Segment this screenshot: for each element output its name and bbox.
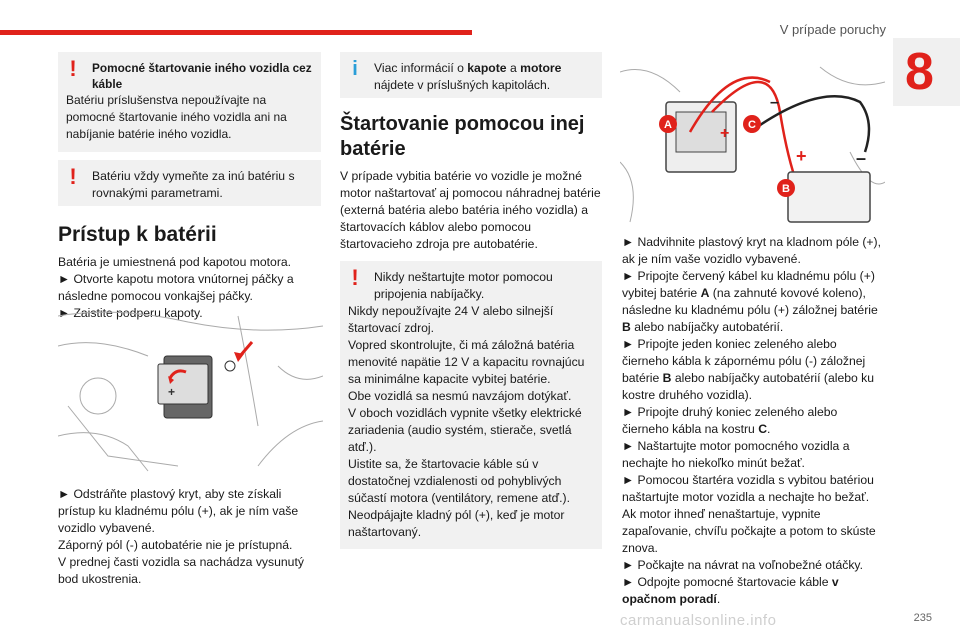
svg-text:+: + <box>168 385 176 399</box>
warning-icon: ! <box>351 265 359 290</box>
backup-battery-icon <box>788 172 870 222</box>
warning-line: Obe vozidlá sa nesmú navzájom dotýkať. <box>348 389 572 403</box>
label-c: C <box>748 119 756 131</box>
warning-line: Nikdy nepoužívajte 24 V alebo silnejší štartovací zdroj. <box>348 304 554 335</box>
page-number: 235 <box>913 612 932 624</box>
section-heading-battery-access: Prístup k batérii <box>58 223 217 246</box>
warning-box-jumpstart <box>58 52 321 152</box>
svg-text:–: – <box>770 94 779 111</box>
column-2 <box>340 52 602 549</box>
top-accent-bar <box>0 30 472 35</box>
column-1-bottom <box>58 486 321 588</box>
step-start-vehicle: ► Pomocou štartéra vozidla s vybitou batériou naštartujte motor vozidla a nechajte ho bežať. <box>622 473 874 504</box>
warning-line: Neodpájajte kladný pól (+), keď je motor naštartovaný. <box>348 508 565 539</box>
warning-box-jumpstart-rules <box>340 261 602 549</box>
step-ground: ► Pripojte druhý koniec zeleného alebo čierneho kábla na kostru C. <box>622 405 838 436</box>
remove-cover-step: ► Odstráňte plastový kryt, aby ste získali prístup ku kladnému pólu (+), ak je ním vaše vozidlo vybavené. <box>58 487 299 535</box>
svg-text:+: + <box>720 125 730 142</box>
step-retry: Ak motor ihneď nenaštartuje, vypnite zapaľovanie, chvíľu počkajte a potom to skúste znova. <box>622 507 876 555</box>
warning-box-replace <box>58 160 321 206</box>
svg-text:–: – <box>856 148 867 168</box>
jumpstart-intro: V prípade vybitia batérie vo vozidle je možné motor naštartovať aj pomocou náhradnej batérie (externá batéria alebo batéria iného vozidla) a štartovacích káblov alebo pomocou štartovacieho zdroja pre autobatérie. <box>340 169 601 251</box>
battery-access-figure <box>58 306 323 476</box>
step-lift-cover: ► Nadvihnite plastový kryt na kladnom póle (+), ak je ním vaše vozidlo vybavené. <box>622 235 881 266</box>
warning-title: Pomocné štartovanie iného vozidla cez káble <box>92 61 312 91</box>
ground-point-note: V prednej časti vozidla sa nachádza vysunutý bod ukostrenia. <box>58 555 304 586</box>
svg-text:+: + <box>796 146 807 166</box>
warning-line: Vopred skontrolujte, či má záložná batéria menovité napätie 12 V a kapacitu rovnajúcu sa minimálne kapacite vybitej batérie. <box>348 338 585 386</box>
warning-icon: ! <box>69 164 77 189</box>
info-box <box>340 52 602 98</box>
step-black-cable: ► Pripojte jeden koniec zeleného alebo čierneho kábla k zápornému pólu (-) záložnej batérie B alebo nabíjačky autobatérií (alebo ku kostre druhého vozidla). <box>622 337 875 402</box>
column-1 <box>58 52 321 322</box>
step-idle: ► Počkajte na návrat na voľnobežné otáčky. <box>622 558 863 572</box>
warning-line: Uistite sa, že štartovacie káble sú v dostatočnej vzdialenosti od pohyblivých súčastí motora (ventilátory, remene atď.). <box>348 457 570 505</box>
column-3 <box>622 234 884 608</box>
section-heading-jumpstart: Štartovanie pomocou inej batérie <box>340 113 585 160</box>
watermark: carmanualsonline.info <box>620 612 777 629</box>
info-icon: i <box>352 58 358 80</box>
label-a: A <box>664 119 672 131</box>
chapter-title: V prípade poruchy <box>779 22 886 37</box>
warning-line: V oboch vozidlách vypnite všetky elektrické zariadenia (audio systém, stierače, svetlá atď.). <box>348 406 582 454</box>
chapter-number: 8 <box>905 43 934 101</box>
warning-text: Batériu vždy vymeňte za inú batériu s rovnakými parametrami. <box>92 169 295 200</box>
warning-icon: ! <box>69 56 77 81</box>
warning-body: Batériu príslušenstva nepoužívajte na pomocné štartovanie iného vozidla ani na nabíjanie batérie iného vozidla. <box>66 93 287 141</box>
warning-charger: Nikdy neštartujte motor pomocou pripojenia nabíjačky. <box>374 270 553 301</box>
hood-prop-step: ► Zaistite podperu kapoty. <box>58 306 203 320</box>
step-red-cable: ► Pripojte červený kábel ku kladnému pólu (+) vybitej batérie A (na zahnuté kovové koleno), následne ku kladnému pólu (+) záložnej batérie B alebo nabíjačky autobatérií. <box>622 269 878 334</box>
jumpstart-figure <box>620 52 885 227</box>
battery-location-text: Batéria je umiestnená pod kapotou motora. <box>58 255 292 269</box>
label-b: B <box>782 183 790 195</box>
step-start-helper: ► Naštartujte motor pomocného vozidla a nechajte ho niekoľko minút bežať. <box>622 439 850 470</box>
info-text: Viac informácií o kapote a motore nájdete v príslušných kapitolách. <box>374 61 562 92</box>
open-hood-step: ► Otvorte kapotu motora vnútornej páčky a následne pomocou vonkajšej páčky. <box>58 272 294 303</box>
negative-pole-note: Záporný pól (-) autobatérie nie je prístupná. <box>58 538 293 552</box>
step-disconnect: ► Odpojte pomocné štartovacie káble v opačnom poradí. <box>622 575 839 606</box>
